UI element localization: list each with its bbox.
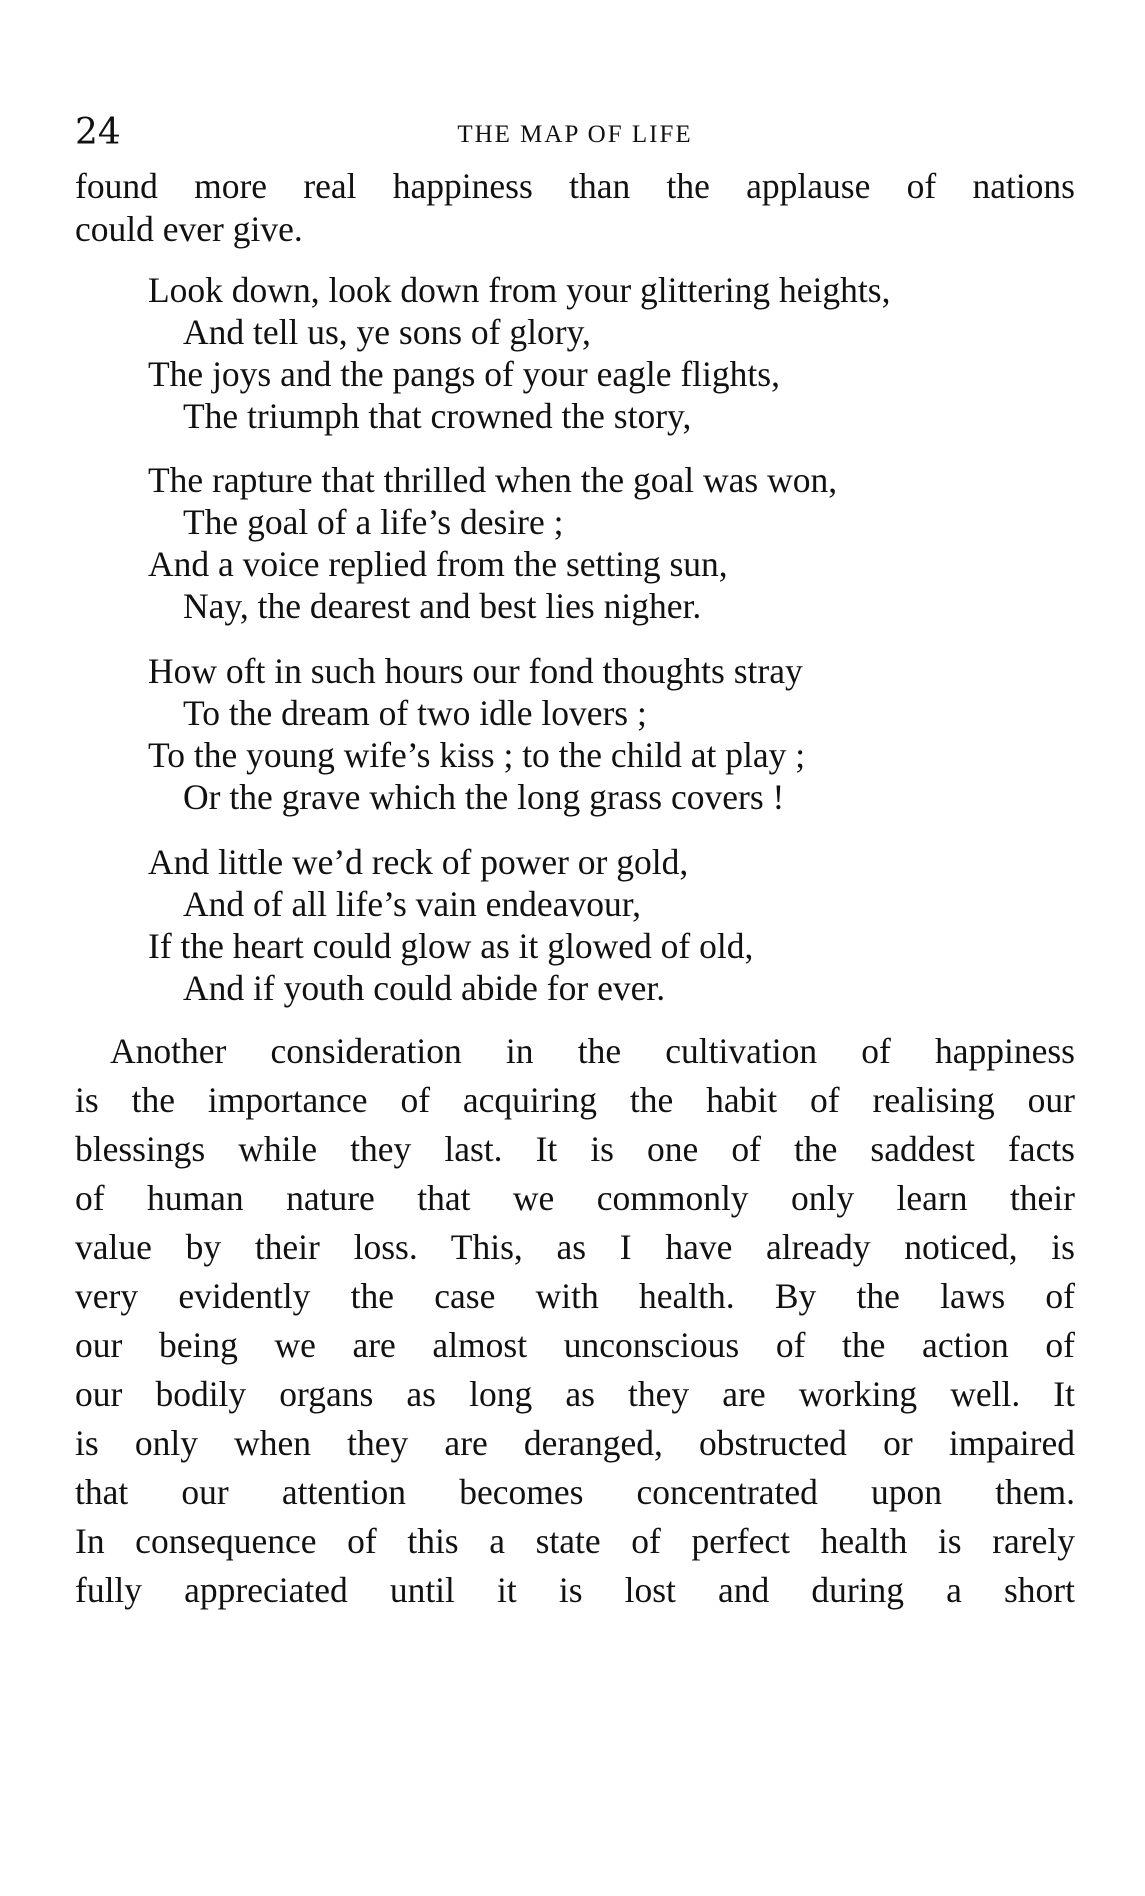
running-head [75, 108, 1075, 158]
verse-line: The triumph that crowned the story, [183, 396, 692, 436]
verse-line: And of all life’s vain endeavour, [183, 884, 641, 924]
verse-line: To the young wife’s kiss ; to the child at play ; [148, 735, 806, 775]
verse-line: Or the grave which the long grass covers ! [183, 777, 785, 817]
verse-line: How oft in such hours our fond thoughts stray [148, 651, 803, 691]
page-number: 24 [75, 112, 121, 153]
text-line: is only when they are deranged, obstructed or impaired [75, 1423, 1075, 1463]
verse-line: Look down, look down from your glittering heights, [148, 270, 891, 310]
text-line: is the importance of acquiring the habit of realising our [75, 1080, 1075, 1120]
text-line: found more real happiness than the applause of nations [75, 166, 1075, 206]
text-line: blessings while they last. It is one of the saddest facts [75, 1129, 1075, 1169]
text-line: fully appreciated until it is lost and during a short [75, 1570, 1075, 1610]
verse-line: The joys and the pangs of your eagle flights, [148, 354, 780, 394]
text-line: our bodily organs as long as they are working well. It [75, 1374, 1075, 1414]
verse-line: And if youth could abide for ever. [183, 968, 666, 1008]
running-title: THE MAP OF LIFE [457, 121, 693, 148]
text-line: very evidently the case with health. By the laws of [75, 1276, 1075, 1316]
verse-line: If the heart could glow as it glowed of old, [148, 926, 754, 966]
verse-line: And tell us, ye sons of glory, [183, 312, 591, 352]
text-line: could ever give. [75, 209, 303, 249]
verse-line: To the dream of two idle lovers ; [183, 693, 647, 733]
verse-line: Nay, the dearest and best lies nigher. [183, 586, 702, 626]
verse-line: And a voice replied from the setting sun, [148, 544, 728, 584]
verse-line: The rapture that thrilled when the goal was won, [148, 460, 838, 500]
text-line: of human nature that we commonly only learn their [75, 1178, 1075, 1218]
text-line: our being we are almost unconscious of the action of [75, 1325, 1075, 1365]
text-line: Another consideration in the cultivation of happiness [110, 1031, 1075, 1071]
text-line: value by their loss. This, as I have already noticed, is [75, 1227, 1075, 1267]
verse-line: And little we’d reck of power or gold, [148, 842, 689, 882]
text-line: In consequence of this a state of perfect health is rarely [75, 1521, 1075, 1561]
verse-line: The goal of a life’s desire ; [183, 502, 564, 542]
text-line: that our attention becomes concentrated upon them. [75, 1472, 1075, 1512]
